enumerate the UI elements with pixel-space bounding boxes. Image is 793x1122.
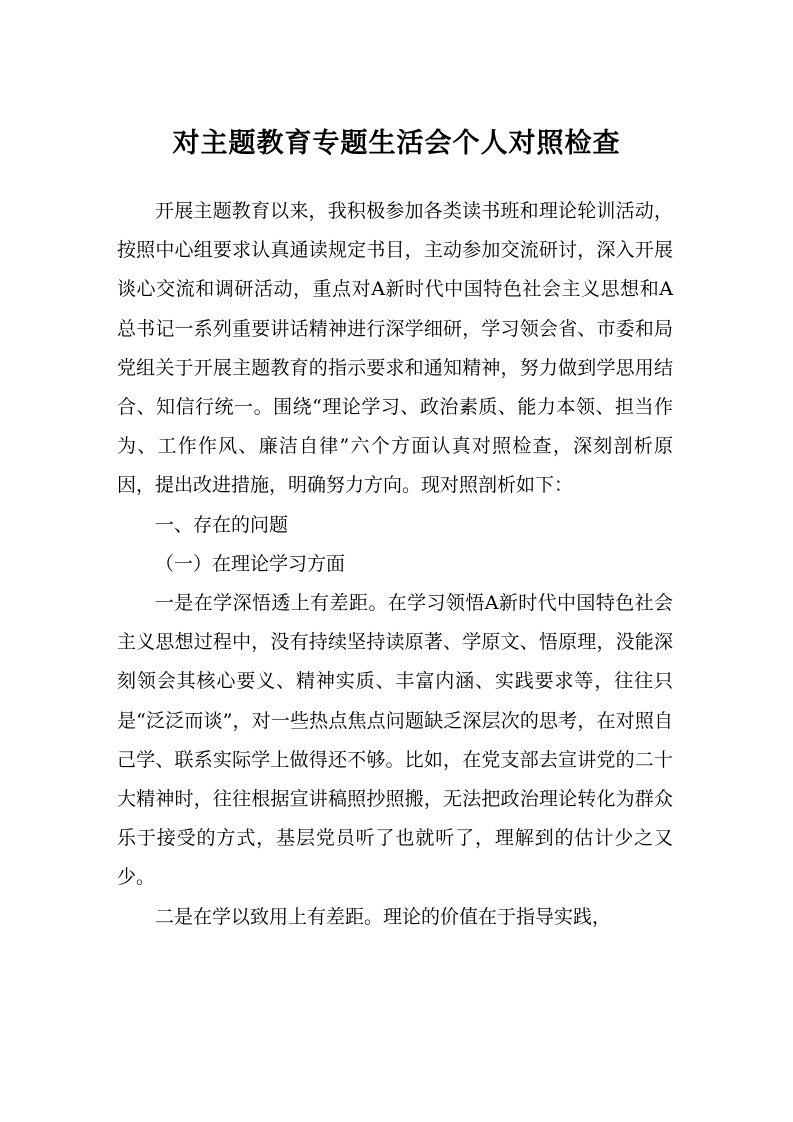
document-title: 对主题教育专题生活会个人对照检查 xyxy=(172,128,621,159)
section-heading: 一、存在的问题 xyxy=(155,513,289,536)
paragraph-point-two: 二是在学以致用上有差距。理论的价值在于指导实践， xyxy=(155,905,612,928)
document-body xyxy=(117,192,673,937)
paragraph-point-one: 一是在学深悟透上有差距。在学习领悟A新时代中国特色社会主义思想过程中，没有持续坚持读原著、学原文、悟原理，没能深刻领会其核心要义、精神实质、丰富内涵、实践要求等，往往只是“泛泛而谈”，对一些热点焦点问题缺乏深层次的思考，在对照自己学、联系实际学上做得还不够。比如，在党支部去宣讲党的二十大精神时，往往根据宣讲稿照抄照搬，无法把政治理论转化为群众乐于接受的方式，基层党员听了也就听了，理解到的估计少之又少。 xyxy=(117,592,673,889)
subsection-heading: （一）在理论学习方面 xyxy=(155,552,346,575)
paragraph-intro: 开展主题教育以来，我积极参加各类读书班和理论轮训活动，按照中心组要求认真通读规定书目，主动参加交流研讨，深入开展谈心交流和调研活动，重点对A新时代中国特色社会主义思想和A总书记一系列重要讲话精神进行深学细研，学习领会省、市委和局党组关于开展主题教育的指示要求和通知精神，努力做到学思用结合、知信行统一。围绕“理论学习、政治素质、能力本领、担当作为、工作作风、廉洁自律”六个方面认真对照检查，深刻剖析原因，提出改进措施，明确努力方向。现对照剖析如下： xyxy=(117,200,673,497)
